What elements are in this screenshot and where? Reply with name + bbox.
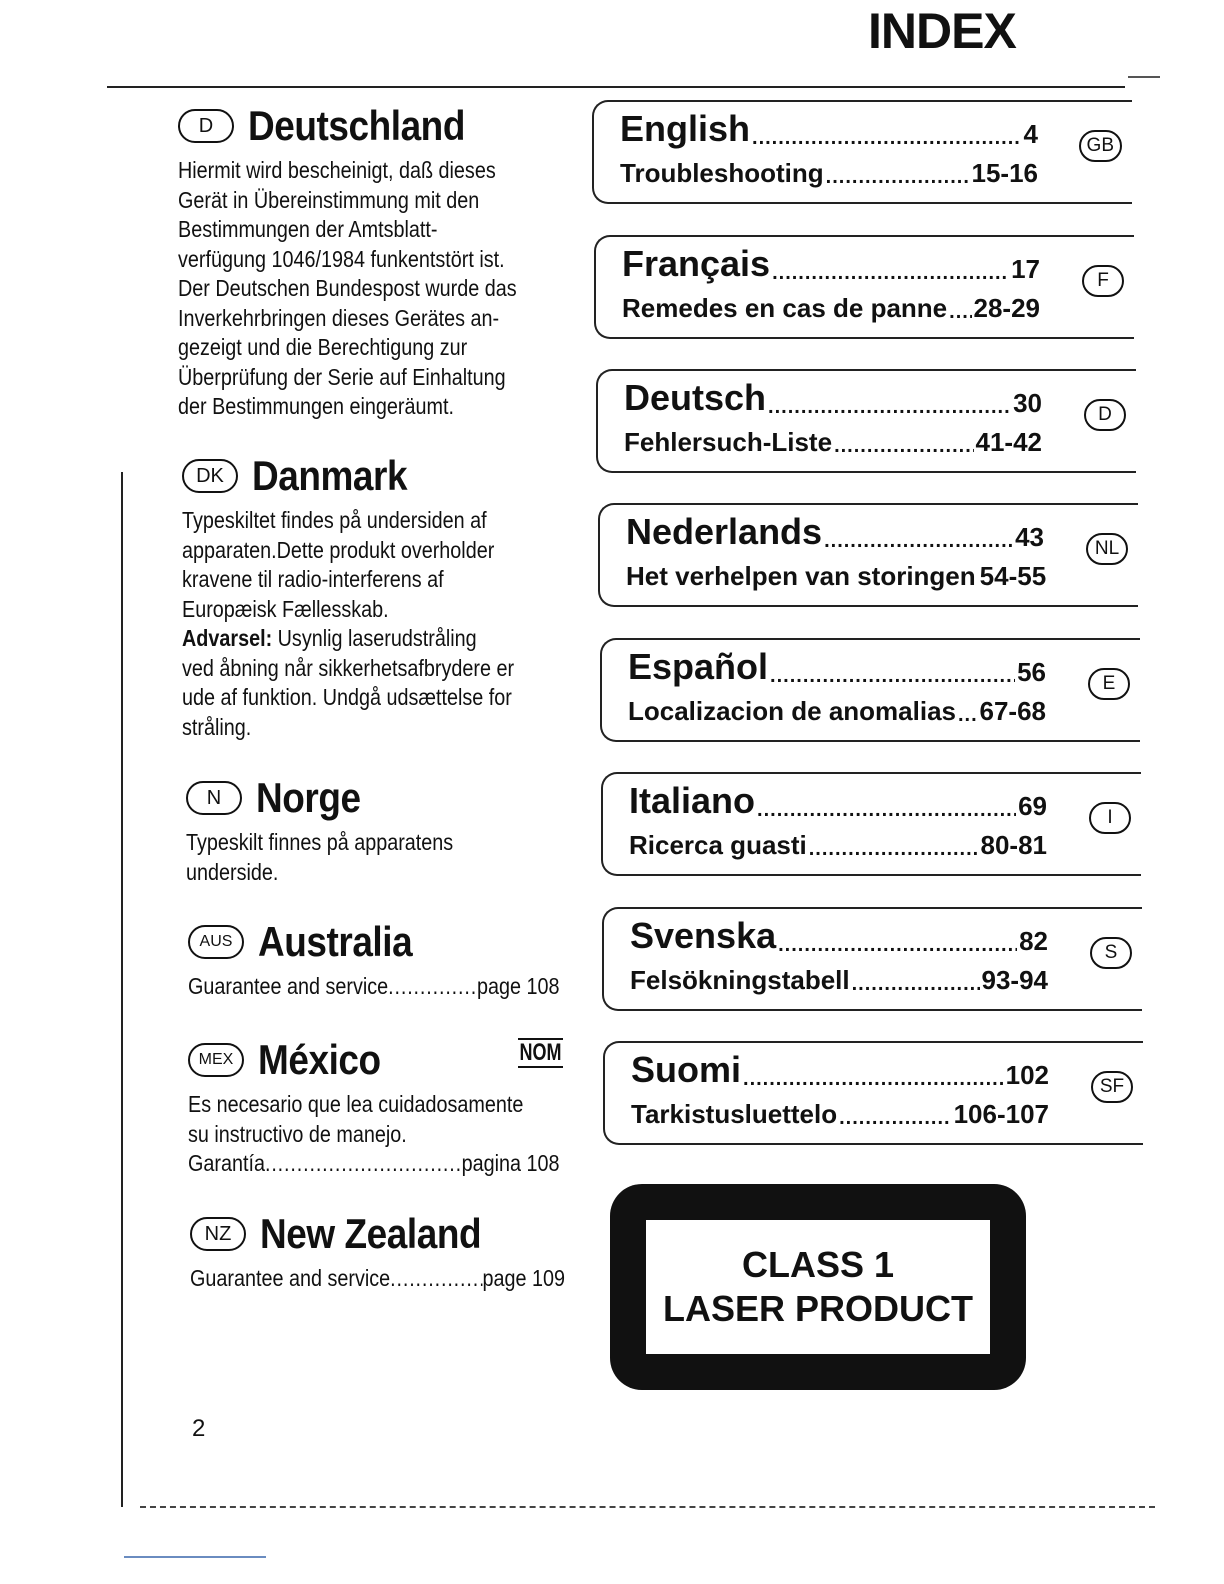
country-notice xyxy=(182,506,578,742)
country-section-norge xyxy=(186,772,581,887)
language-page: 69 xyxy=(1018,791,1047,821)
language-entry[interactable] xyxy=(626,511,1044,553)
country-section-danmark xyxy=(182,450,577,742)
laser-class-label xyxy=(610,1184,1026,1390)
language-name: Español xyxy=(628,646,769,687)
laser-class-text: CLASS 1 xyxy=(741,1244,895,1285)
country-badge-dk: DK xyxy=(182,459,238,493)
language-name: Suomi xyxy=(631,1049,742,1090)
language-entry[interactable] xyxy=(631,1049,1049,1091)
language-entry[interactable] xyxy=(630,915,1048,957)
language-name: English xyxy=(620,108,751,149)
guarantee-page: page 108 xyxy=(477,973,560,999)
troubleshooting-entry[interactable] xyxy=(626,561,1047,592)
language-name: Italiano xyxy=(629,780,756,821)
language-badge-sf: SF xyxy=(1091,1071,1133,1103)
language-page: 43 xyxy=(1015,522,1044,552)
language-page: 102 xyxy=(1005,1060,1049,1090)
troubleshooting-pages: 93-94 xyxy=(981,965,1048,995)
troubleshooting-pages: 106-107 xyxy=(953,1099,1049,1129)
troubleshooting-entry[interactable] xyxy=(631,1099,1049,1130)
language-page: 82 xyxy=(1019,926,1048,956)
troubleshooting-label: Remedes en cas de panne xyxy=(622,293,948,323)
country-notice: Typeskilt finnes på apparatens underside. xyxy=(186,829,454,885)
country-badge-nz: NZ xyxy=(190,1217,246,1251)
country-badge-aus: AUS xyxy=(188,925,244,959)
language-badge-i: I xyxy=(1089,802,1131,834)
guarantee-line xyxy=(188,972,560,1002)
country-notice: Es necesario que lea cuidadosamente su instructivo de manejo. xyxy=(188,1091,524,1147)
guarantee-label: Guarantee and service xyxy=(188,973,389,999)
warning-text: Usynlig laserudstråling ved åbning når sikkerhetsafbrydere er ude af funktion. Undgå udsættelse for stråling. xyxy=(182,625,515,740)
troubleshooting-pages: 54-55 xyxy=(979,561,1047,591)
language-box-english xyxy=(592,100,1132,204)
language-page: 56 xyxy=(1017,657,1046,687)
language-badge-d: D xyxy=(1084,399,1126,431)
language-badge-gb: GB xyxy=(1079,130,1122,162)
scan-mark xyxy=(124,1556,266,1558)
language-entry[interactable] xyxy=(629,780,1047,822)
troubleshooting-label: Tarkistusluettelo xyxy=(631,1099,838,1129)
country-name: Australia xyxy=(258,918,413,965)
language-box-espanol xyxy=(600,638,1140,742)
laser-label-inner xyxy=(646,1220,990,1354)
troubleshooting-entry[interactable] xyxy=(630,965,1048,996)
troubleshooting-pages: 67-68 xyxy=(979,696,1046,726)
notice-text: Typeskiltet findes på undersiden af apparaten.Dette produkt overholder kravene til radio-interferens af Europæisk Fællesskab. xyxy=(182,507,495,622)
language-entry[interactable] xyxy=(628,646,1046,688)
country-name: Norge xyxy=(256,774,361,821)
troubleshooting-label: Localizacion de anomalias xyxy=(628,696,956,726)
language-box-deutsch xyxy=(596,369,1136,473)
language-entry[interactable] xyxy=(624,377,1042,419)
country-name: New Zealand xyxy=(260,1210,482,1257)
top-rule-dash xyxy=(1128,76,1160,78)
laser-product-text: LASER PRODUCT xyxy=(662,1288,973,1329)
language-box-nederlands xyxy=(598,503,1138,607)
language-name: Deutsch xyxy=(624,377,767,418)
guarantee-page: pagina 108 xyxy=(461,1150,560,1176)
guarantee-page: page 109 xyxy=(482,1265,565,1291)
guarantee-line xyxy=(190,1264,565,1294)
guarantee-line xyxy=(188,1149,560,1179)
country-section-australia xyxy=(188,916,583,1002)
language-badge-f: F xyxy=(1082,265,1124,297)
troubleshooting-label: Ricerca guasti xyxy=(629,830,807,860)
language-badge-e: E xyxy=(1088,668,1130,700)
left-rule xyxy=(121,472,123,1507)
troubleshooting-label: Felsökningstabell xyxy=(630,965,850,995)
language-badge-nl: NL xyxy=(1086,533,1128,565)
troubleshooting-entry[interactable] xyxy=(629,830,1047,861)
troubleshooting-pages: 15-16 xyxy=(971,158,1038,188)
language-name: Nederlands xyxy=(626,511,823,552)
country-section-new-zealand xyxy=(190,1208,585,1294)
troubleshooting-entry[interactable] xyxy=(628,696,1046,727)
nom-certification-mark: NOM xyxy=(519,1039,562,1066)
country-badge-mex: MEX xyxy=(188,1043,244,1077)
language-entry[interactable] xyxy=(620,108,1038,150)
bottom-rule xyxy=(140,1506,1155,1508)
language-page: 17 xyxy=(1011,254,1040,284)
country-name: México xyxy=(258,1036,381,1083)
language-entry[interactable] xyxy=(622,243,1040,285)
language-name: Français xyxy=(622,243,771,284)
language-page: 4 xyxy=(1023,119,1038,149)
troubleshooting-entry[interactable] xyxy=(624,427,1042,458)
language-box-francais xyxy=(594,235,1134,339)
country-notice: Hiermit wird bescheinigt, daß dieses Gerät in Übereinstimmung mit den Bestimmungen der Amtsblatt- verfügung 1046/1984 funkentstört ist. Der Deutschen Bundespost wurde das Inverkehrbringen dieses Gerätes an- gezeigt und die Berechtigung zur Überprüfung der Serie auf Einhaltung der Bestimmungen eingeräumt. xyxy=(178,157,517,419)
troubleshooting-entry[interactable] xyxy=(620,158,1038,189)
troubleshooting-entry[interactable] xyxy=(622,293,1040,324)
language-badge-s: S xyxy=(1090,937,1132,969)
page-number: 2 xyxy=(192,1415,206,1442)
country-badge-d: D xyxy=(178,109,234,143)
language-box-suomi xyxy=(603,1041,1143,1145)
troubleshooting-pages: 28-29 xyxy=(973,293,1040,323)
country-name: Deutschland xyxy=(248,102,465,149)
country-name: Danmark xyxy=(252,452,408,499)
page-title: INDEX xyxy=(868,3,1016,59)
country-section-deutschland xyxy=(178,100,573,422)
guarantee-label: Garantía xyxy=(188,1150,265,1176)
troubleshooting-label: Het verhelpen van storingen xyxy=(626,561,976,591)
top-rule xyxy=(107,86,1125,88)
language-page: 30 xyxy=(1013,388,1042,418)
troubleshooting-pages: 80-81 xyxy=(980,830,1047,860)
troubleshooting-pages: 41-42 xyxy=(975,427,1042,457)
country-badge-n: N xyxy=(186,781,242,815)
troubleshooting-label: Troubleshooting xyxy=(620,158,824,188)
troubleshooting-label: Fehlersuch-Liste xyxy=(624,427,833,457)
guarantee-label: Guarantee and service xyxy=(190,1265,391,1291)
language-box-svenska xyxy=(602,907,1142,1011)
warning-label: Advarsel: xyxy=(182,625,273,651)
language-box-italiano xyxy=(601,772,1141,876)
language-name: Svenska xyxy=(630,915,777,956)
